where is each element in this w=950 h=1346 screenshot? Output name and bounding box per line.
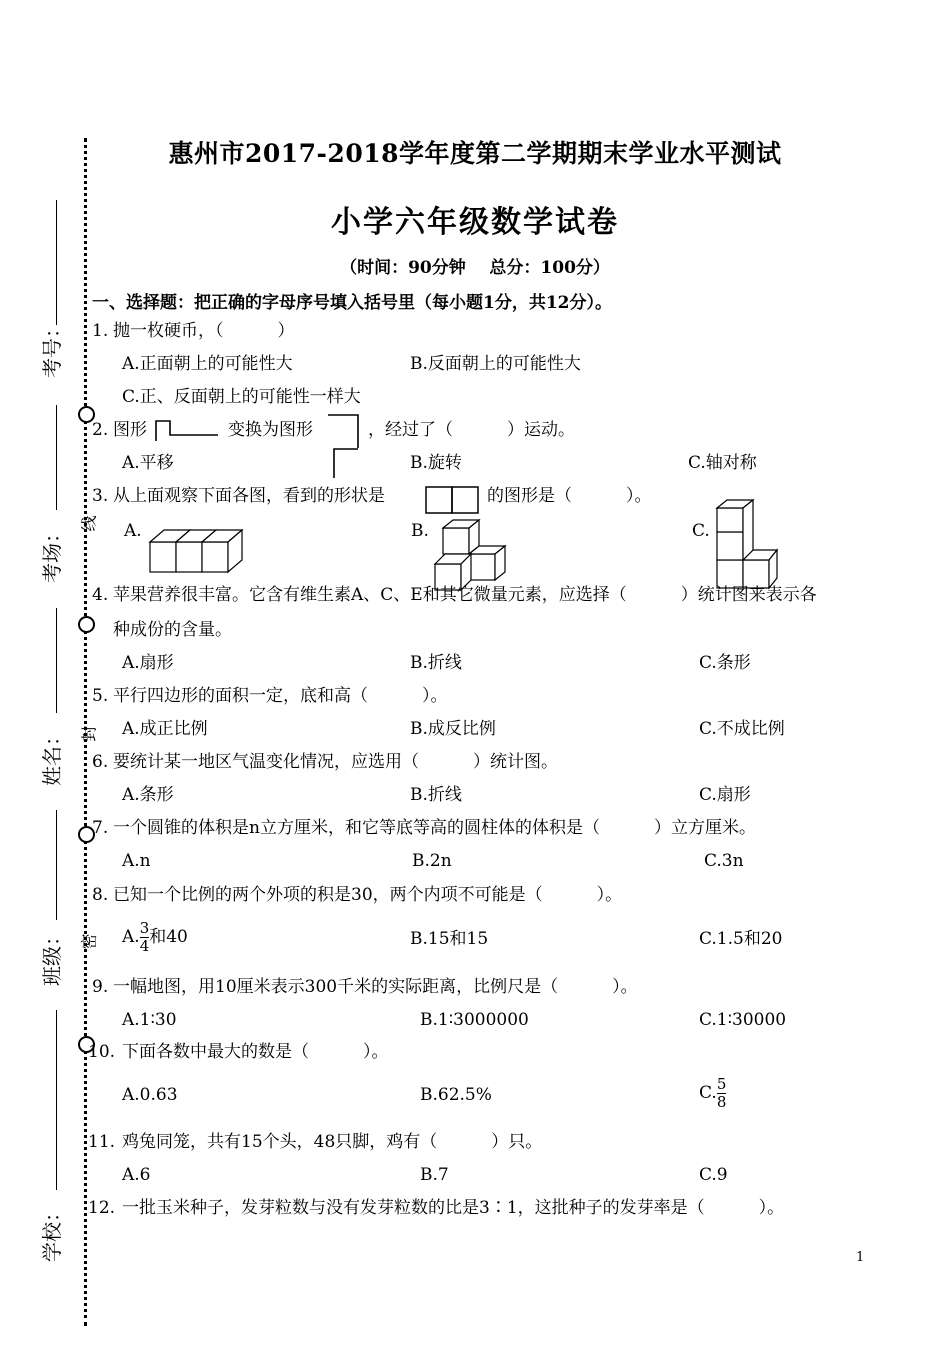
label-exam-room: 考场： bbox=[40, 523, 64, 583]
question-text: 一个圆锥的体积是n立方厘米，和它等底等高的圆柱体的体积是（ ）立方厘米。 bbox=[113, 818, 756, 838]
cube-figure-a bbox=[148, 526, 248, 576]
option-c: C.3n bbox=[704, 851, 744, 871]
question-number: 11. bbox=[88, 1132, 116, 1152]
option-c-label: C. bbox=[699, 1083, 717, 1103]
question-text: 一批玉米种子，发芽粒数与没有发芽粒数的比是3∶1，这批种子的发芽率是（ ）。 bbox=[122, 1198, 785, 1218]
question-text-pre: 从上面观察下面各图，看到的形状是 bbox=[113, 486, 385, 506]
question-text: 抛一枚硬币，（ ） bbox=[113, 321, 295, 341]
question-text-pre: 图形 bbox=[113, 420, 147, 440]
question-number: 6. bbox=[92, 752, 109, 772]
exam-title: 惠州市2017-2018学年度第二学期期末学业水平测试 bbox=[168, 139, 782, 168]
option-a bbox=[122, 920, 188, 955]
question-number: 1. bbox=[92, 321, 109, 341]
question-text: 已知一个比例的两个外项的积是30，两个内项不可能是（ ）。 bbox=[113, 885, 623, 905]
option-b: B.1∶3000000 bbox=[420, 1010, 529, 1030]
option-a: A.成正比例 bbox=[122, 719, 208, 739]
fraction-numerator: 5 bbox=[716, 1075, 727, 1093]
fraction-denominator: 4 bbox=[139, 937, 150, 955]
question-number: 3. bbox=[92, 486, 109, 506]
question-number: 9. bbox=[92, 977, 109, 997]
option-c: C.不成比例 bbox=[699, 719, 785, 739]
question-number: 2. bbox=[92, 420, 109, 440]
option-c: C.条形 bbox=[699, 653, 751, 673]
option-c: C.9 bbox=[699, 1165, 728, 1185]
question-text-post: 的图形是（ ）。 bbox=[487, 486, 652, 506]
underline bbox=[56, 810, 57, 920]
question-text-post: ，经过了（ ）运动。 bbox=[368, 420, 576, 440]
question-number: 12. bbox=[88, 1198, 116, 1218]
option-b: B.7 bbox=[420, 1165, 449, 1185]
question-text-mid: 变换为图形 bbox=[228, 420, 313, 440]
cube-figure-b bbox=[433, 518, 513, 594]
option-a: A.平移 bbox=[122, 453, 174, 473]
label-name: 姓名： bbox=[40, 726, 64, 786]
option-a: A.条形 bbox=[122, 785, 174, 805]
section-heading: 一、选择题：把正确的字母序号填入括号里（每小题1分，共12分）。 bbox=[92, 293, 612, 313]
question-text: 一幅地图，用10厘米表示300千米的实际距离，比例尺是（ ）。 bbox=[113, 977, 638, 997]
cube-figure-c bbox=[715, 498, 779, 590]
option-c: C.1.5和20 bbox=[699, 929, 783, 949]
option-a-suffix: 和40 bbox=[149, 927, 188, 947]
label-school: 学校： bbox=[40, 1202, 64, 1262]
option-b: B.旋转 bbox=[410, 453, 462, 473]
option-a: A.n bbox=[122, 851, 151, 871]
question-number: 5. bbox=[92, 686, 109, 706]
option-b: B.成反比例 bbox=[410, 719, 496, 739]
option-b: B.反面朝上的可能性大 bbox=[410, 354, 581, 374]
option-c: C. bbox=[692, 521, 710, 541]
option-a: A.扇形 bbox=[122, 653, 174, 673]
question-text: 鸡兔同笼，共有15个头，48只脚，鸡有（ ）只。 bbox=[122, 1132, 543, 1152]
binding-hole bbox=[78, 616, 95, 633]
seal-char-seal: 封 bbox=[79, 725, 99, 742]
option-b: B.15和15 bbox=[410, 929, 489, 949]
option-c: C.1∶30000 bbox=[699, 1010, 787, 1030]
question-text: 下面各数中最大的数是（ ）。 bbox=[122, 1042, 389, 1062]
option-c: C.扇形 bbox=[699, 785, 751, 805]
question-number: 4. bbox=[92, 585, 109, 605]
option-c: C.正、反面朝上的可能性一样大 bbox=[122, 387, 361, 407]
question-text: 要统计某一地区气温变化情况，应选用（ ）统计图。 bbox=[113, 752, 559, 772]
option-c: C.轴对称 bbox=[688, 453, 757, 473]
fraction bbox=[717, 1076, 727, 1111]
option-a: A.正面朝上的可能性大 bbox=[122, 354, 293, 374]
option-b: B.折线 bbox=[410, 653, 462, 673]
question-number: 10. bbox=[88, 1042, 116, 1062]
question-number: 7. bbox=[92, 818, 109, 838]
label-class: 班级： bbox=[40, 926, 64, 986]
label-exam-number: 考号： bbox=[40, 318, 64, 378]
fraction-numerator: 3 bbox=[139, 919, 150, 937]
option-c bbox=[699, 1076, 726, 1111]
underline bbox=[56, 405, 57, 510]
option-a: A.6 bbox=[122, 1165, 151, 1185]
seal-char-secret: 密 bbox=[79, 933, 99, 950]
question-text: 平行四边形的面积一定，底和高（ ）。 bbox=[113, 686, 448, 706]
seal-char-line: 线 bbox=[79, 515, 99, 532]
underline bbox=[56, 608, 57, 713]
option-b: B. bbox=[411, 521, 429, 541]
page-number: 1 bbox=[856, 1250, 865, 1265]
option-a: A.0.63 bbox=[122, 1085, 178, 1105]
figure-transformed-shape bbox=[326, 413, 362, 479]
figure-step-shape bbox=[150, 413, 225, 441]
option-a: A.1∶30 bbox=[122, 1010, 177, 1030]
question-number: 8. bbox=[92, 885, 109, 905]
fraction-denominator: 8 bbox=[716, 1093, 727, 1111]
underline bbox=[56, 1010, 57, 1190]
exam-subtitle: 小学六年级数学试卷 bbox=[331, 205, 619, 240]
exam-meta: （时间：90分钟 总分：100分） bbox=[340, 258, 610, 278]
question-text-cont: 种成份的含量。 bbox=[113, 620, 232, 640]
option-b: B.62.5% bbox=[420, 1085, 492, 1105]
question-text: 苹果营养很丰富。它含有维生素A、C、E和其它微量元素，应选择（ ）统计图来表示各 bbox=[113, 585, 817, 605]
figure-two-squares bbox=[425, 486, 481, 514]
option-a-label: A. bbox=[122, 927, 140, 947]
option-b: B.折线 bbox=[410, 785, 462, 805]
option-b: B.2n bbox=[412, 851, 452, 871]
fraction bbox=[140, 920, 150, 955]
option-a: A. bbox=[124, 521, 142, 541]
